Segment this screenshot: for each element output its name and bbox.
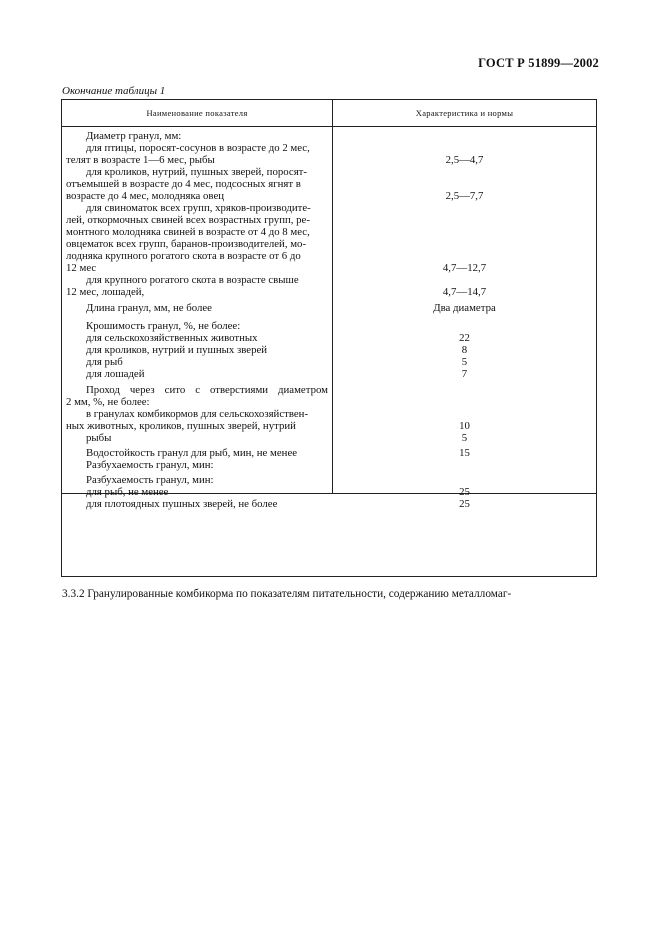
parameter-line: 2 мм, %, не более: — [66, 396, 150, 408]
norm-value: 15 — [459, 447, 470, 459]
norm-value: 5 — [461, 356, 468, 368]
parameter-line: для сельскохозяйственных животных — [86, 332, 258, 344]
column-header-norms: Характеристика и нормы — [415, 108, 514, 118]
parameter-line: Проход через сито с отверстиями диаметром — [86, 384, 328, 396]
body-line: 3.3.2 Гранулированные комбикорма по показателям питательности, содержанию металломаг- — [62, 588, 512, 600]
parameter-line: для рыб, не менее — [86, 486, 169, 498]
norm-value: 25 — [459, 486, 470, 498]
norm-value: Два диаметра — [433, 302, 496, 314]
parameter-line: для кроликов, нутрий и пушных зверей — [86, 344, 268, 356]
document-header: ГОСТ Р 51899—2002 — [478, 56, 599, 70]
parameter-line: телят в возрасте 1—6 мес, рыбы — [66, 154, 215, 166]
parameter-line: для плотоядных пушных зверей, не более — [86, 498, 278, 510]
parameter-line: для птицы, поросят-сосунов в возрасте до 2 мес, — [86, 142, 310, 154]
norm-value: 7 — [461, 368, 468, 380]
parameter-line: Разбухаемость гранул, мин: — [86, 474, 214, 486]
norm-value: 5 — [461, 432, 468, 444]
norm-value: 8 — [461, 344, 468, 356]
table-continuation-caption: Окончание таблицы 1 — [62, 85, 166, 97]
column-header-parameter: Наименование показателя — [146, 108, 248, 118]
parameter-line: Водостойкость гранул для рыб, мин, не менее — [86, 447, 298, 459]
parameter-line: ных животных, кроликов, пушных зверей, нутрий — [66, 420, 296, 432]
parameter-line: 12 мес — [66, 262, 97, 274]
parameter-line: для лошадей — [86, 368, 145, 380]
parameter-line: 12 мес, лошадей, — [66, 286, 145, 298]
parameter-line: лодняка крупного рогатого скота в возрасте от 6 до — [66, 250, 301, 262]
parameter-line: для свиноматок всех групп, хряков-производите- — [86, 202, 311, 214]
norm-value: 2,5—4,7 — [445, 154, 484, 166]
parameter-line: отъемышей в возрасте до 4 мес, подсосных ягнят в — [66, 178, 301, 190]
norm-value: 25 — [459, 498, 470, 510]
parameter-line: возрасте до 4 мес, молодняка овец — [66, 190, 225, 202]
parameter-line: для рыб — [86, 356, 123, 368]
parameter-line: монтного молодняка свиней в возрасте от 4 до 8 мес, — [66, 226, 310, 238]
parameter-line: Длина гранул, мм, не более — [86, 302, 212, 314]
parameter-line: лей, откормочных свиней всех возрастных групп, ре- — [66, 214, 310, 226]
table-header-divider — [62, 126, 596, 127]
parameter-line: овцематок всех групп, баранов-производителей, мо- — [66, 238, 307, 250]
norm-value: 4,7—14,7 — [442, 286, 487, 298]
parameter-line: для кроликов, нутрий, пушных зверей, поросят- — [86, 166, 307, 178]
norm-value: 4,7—12,7 — [442, 262, 487, 274]
parameter-line: Диаметр гранул, мм: — [86, 130, 182, 142]
norm-value: 10 — [459, 420, 470, 432]
parameter-line: Разбухаемость гранул, мин: — [86, 459, 214, 471]
parameter-line: Крошимость гранул, %, не более: — [86, 320, 241, 332]
parameter-line: в гранулах комбикормов для сельскохозяйствен- — [86, 408, 309, 420]
parameter-line: рыбы — [86, 432, 112, 444]
parameter-line: для крупного рогатого скота в возрасте свыше — [86, 274, 299, 286]
norm-value: 22 — [459, 332, 470, 344]
norm-value: 2,5—7,7 — [445, 190, 484, 202]
table — [61, 99, 597, 577]
